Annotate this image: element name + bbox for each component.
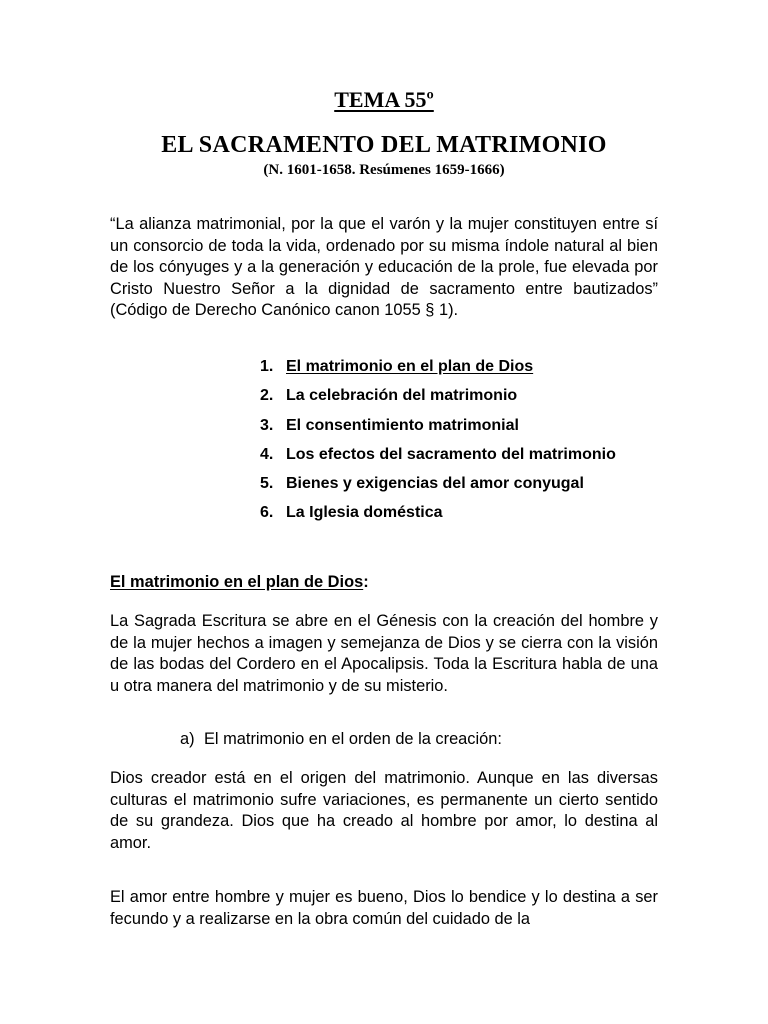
toc-item-text: El matrimonio en el plan de Dios [286,358,534,375]
toc-item [260,356,616,385]
section-heading-colon: : [363,573,369,591]
toc-item-number: 6. [260,504,274,522]
toc-item-number: 5. [260,475,274,493]
toc-item [260,502,616,531]
toc-item-text: La Iglesia doméstica [286,504,443,522]
topic-number: TEMA 55º [334,87,434,112]
toc-item-text: Los efectos del sacramento del matrimonio [286,445,616,463]
intro-quote: “La alianza matrimonial, por la que el varón y la mujer constituyen entre sí un consorcio de toda la vida, ordenado por su misma índole natural al bien de los cónyuges y a la generación y educación de la prole, fue elevada por Cristo Nuestro Señor a la dignidad de sacramento entre bautizados” (Código de Derecho Canónico canon 1055 § 1). [110,215,658,319]
toc-item-number: 1. [260,358,274,375]
toc-item-text: El consentimiento matrimonial [286,416,519,434]
subsection-letter: a) [180,730,195,748]
document-title: EL SACRAMENTO DEL MATRIMONIO [161,132,607,158]
toc-item [260,415,616,444]
section-heading-text: El matrimonio en el plan de Dios [110,573,364,591]
subsection-title: El matrimonio en el orden de la creación: [204,730,502,748]
body-paragraph: La Sagrada Escritura se abre en el Génesis con la creación del hombre y de la mujer hechos a imagen y semejanza de Dios y se cierra con la visión de las bodas del Cordero en el Apocalipsis. Toda la Escritura habla de una u otra manera del matrimonio y de su misterio. [110,612,658,695]
subsection-heading [180,729,502,750]
document-subtitle: (N. 1601-1658. Resúmenes 1659-1666) [263,162,505,178]
toc-item [260,444,616,473]
section-heading [110,572,369,593]
toc-item-text: Bienes y exigencias del amor conyugal [286,475,584,493]
table-of-contents [260,356,616,532]
body-paragraph: El amor entre hombre y mujer es bueno, Dios lo bendice y lo destina a ser fecundo y a realizarse en la obra común del cuidado de la [110,888,658,928]
body-paragraph: Dios creador está en el origen del matrimonio. Aunque en las diversas culturas el matrimonio sufre variaciones, es permanente un cierto sentido de su grandeza. Dios que ha creado al hombre por amor, lo destina al amor. [110,769,658,852]
toc-item [260,473,616,502]
toc-item-number: 4. [260,445,274,463]
toc-item-text: La celebración del matrimonio [286,387,518,405]
toc-item-number: 2. [260,387,274,405]
toc-item [260,385,616,414]
toc-item-number: 3. [260,416,274,434]
